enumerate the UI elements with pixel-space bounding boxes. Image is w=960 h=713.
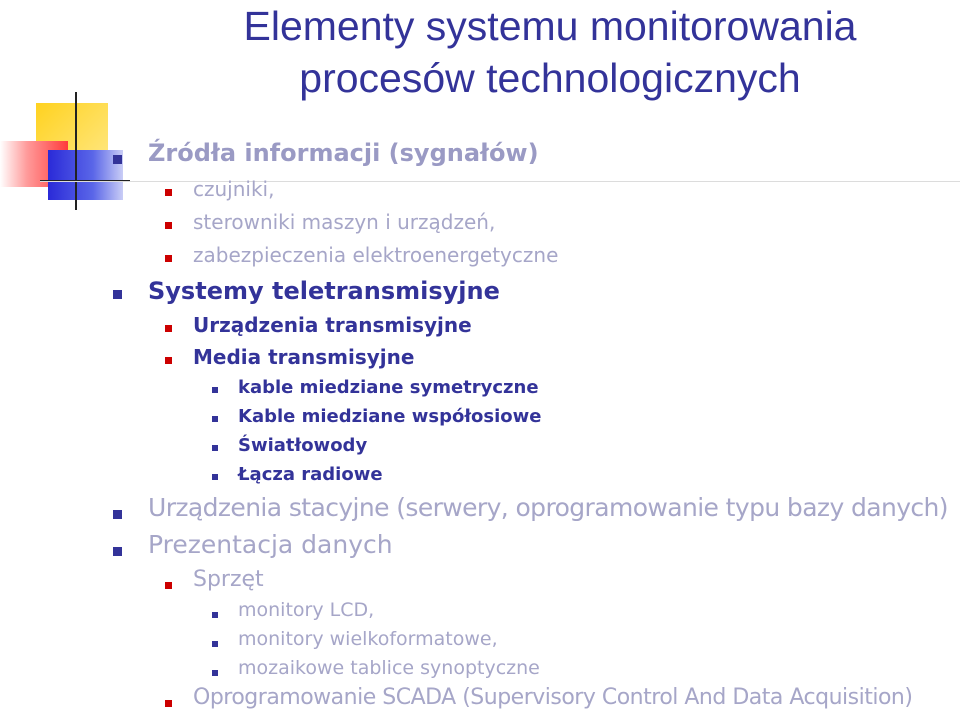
bullet-level2 <box>165 189 172 196</box>
bullet-level3 <box>212 612 218 618</box>
section-data-presentation: Prezentacja danych <box>148 530 393 559</box>
decorative-corner-graphic <box>0 0 140 215</box>
list-item: kable miedziane symetryczne <box>238 377 539 398</box>
list-item: Oprogramowanie SCADA (Supervisory Control And Data Acquisition) <box>193 685 913 710</box>
bullet-level3 <box>212 474 218 480</box>
bullet-level2 <box>165 325 172 332</box>
list-item: mozaikowe tablice synoptyczne <box>238 657 540 679</box>
list-item: zabezpieczenia elektroenergetyczne <box>193 243 559 267</box>
bullet-level1 <box>113 155 122 164</box>
vertical-line <box>75 92 77 210</box>
list-item: monitory LCD, <box>238 599 375 621</box>
list-item: Światłowody <box>238 435 368 456</box>
section-sources: Źródła informacji (sygnałów) <box>148 139 539 167</box>
section-teletransmission: Systemy teletransmisyjne <box>148 277 500 305</box>
bullet-level2 <box>165 255 172 262</box>
bullet-level2 <box>165 357 172 364</box>
bullet-level2 <box>165 222 172 229</box>
slide-title <box>170 0 930 104</box>
title-line-2: procesów technologicznych <box>299 55 801 101</box>
list-item: monitory wielkoformatowe, <box>238 628 498 650</box>
list-item: czujniki, <box>193 177 275 201</box>
divider-line <box>40 181 960 182</box>
blue-square <box>48 150 123 200</box>
list-item: Łącza radiowe <box>238 464 383 485</box>
bullet-level1 <box>113 290 122 299</box>
list-item: Urządzenia transmisyjne <box>193 313 472 337</box>
bullet-level3 <box>212 670 218 676</box>
bullet-level3 <box>212 641 218 647</box>
bullet-level1 <box>113 547 122 556</box>
title-line-1: Elementy systemu monitorowania <box>243 3 857 49</box>
bullet-level2 <box>165 582 172 589</box>
bullet-level3 <box>212 445 218 451</box>
bullet-level1 <box>113 510 122 519</box>
list-item: sterowniki maszyn i urządzeń, <box>193 210 496 234</box>
section-station-devices: Urządzenia stacyjne (serwery, oprogramowanie typu bazy danych) <box>148 493 948 522</box>
list-item: Kable miedziane współosiowe <box>238 406 542 427</box>
bullet-level2 <box>165 700 172 707</box>
bullet-level3 <box>212 387 218 393</box>
list-item: Media transmisyjne <box>193 345 415 369</box>
bullet-level3 <box>212 416 218 422</box>
list-item: Sprzęt <box>193 567 264 592</box>
